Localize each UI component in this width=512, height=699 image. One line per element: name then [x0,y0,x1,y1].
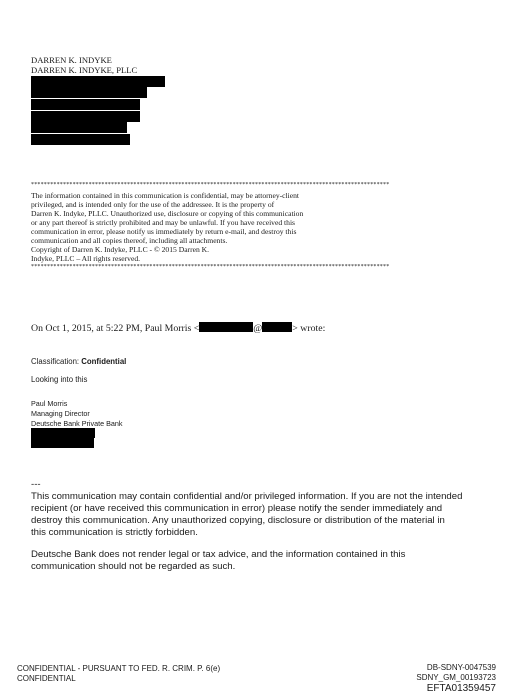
reply-suffix: > wrote: [292,323,326,334]
bank-disclaimer-line: communication should not be regarded as such. [31,561,236,572]
reply-header [31,322,325,335]
redaction-box [31,111,140,122]
dashes: --- [31,479,41,490]
classification [31,357,126,367]
classification-label: Classification: [31,357,80,366]
disclaimer-line: or any part thereof is strictly prohibited and may be unlawful. If you have received this [31,218,296,227]
signature-firm: DARREN K. INDYKE, PLLC [31,65,138,75]
disclaimer-line: communication in error, please notify us immediately by return e-mail, and destroy this [31,227,297,236]
redaction-box [31,134,130,145]
redaction-box [31,122,127,133]
bank-disclaimer-line: recipient (or have received this communication in error) please notify the sender immediately and [31,503,443,514]
sender-org: Deutsche Bank Private Bank [31,419,123,428]
disclaimer-line: Copyright of Darren K. Indyke, PLLC - © 2015 Darren K. [31,245,210,254]
footer-bates-db: DB-SDNY-0047539 [426,663,496,672]
bank-disclaimer-line: this communication is strictly forbidden. [31,527,198,538]
disclaimer-line: The information contained in this communication is confidential, may be attorney-client [31,191,300,200]
redaction-box [31,76,165,87]
sender-name: Paul Morris [31,399,68,408]
redaction-box [31,99,140,110]
disclaimer-line: privileged, and is intended only for the use of the addressee. It is the property of [31,200,275,209]
redaction-box [31,438,94,448]
reply-at: @ [253,323,263,334]
sender-title: Managing Director [31,409,90,418]
disclaimer-line: communication and all copies thereof, including all attachments. [31,236,228,245]
disclaimer-line: Indyke, PLLC – All rights reserved. [31,254,141,263]
bank-disclaimer-line: Deutsche Bank does not render legal or tax advice, and the information contained in this [31,549,406,560]
footer-bates-sdny: SDNY_GM_00193723 [416,673,496,682]
separator-bottom: **************************************************************************************************************** [31,264,390,270]
signature-name: DARREN K. INDYKE [31,55,112,65]
bank-disclaimer-line: destroy this communication. Any unauthorized copying, disclosure or distribution of the material in [31,515,445,526]
footer-left-line2: CONFIDENTIAL [17,674,76,683]
disclaimer-line: Darren K. Indyke, PLLC. Unauthorized use, disclosure or copying of this communication [31,209,304,218]
message-body: Looking into this [31,375,88,384]
classification-value: Confidential [81,357,127,366]
redaction-box [31,87,147,98]
redaction-box [31,428,95,438]
bank-disclaimer-line: This communication may contain confidential and/or privileged information. If you are not the intended [31,491,463,502]
footer-bates-efta: EFTA01359457 [426,683,496,694]
footer-left-line1: CONFIDENTIAL - PURSUANT TO FED. R. CRIM. P. 6(e) [17,664,221,673]
separator-top: **************************************************************************************************************** [31,182,390,188]
redaction-box [199,322,253,332]
reply-prefix: On Oct 1, 2015, at 5:22 PM, Paul Morris < [31,323,200,334]
redaction-box [262,322,292,332]
